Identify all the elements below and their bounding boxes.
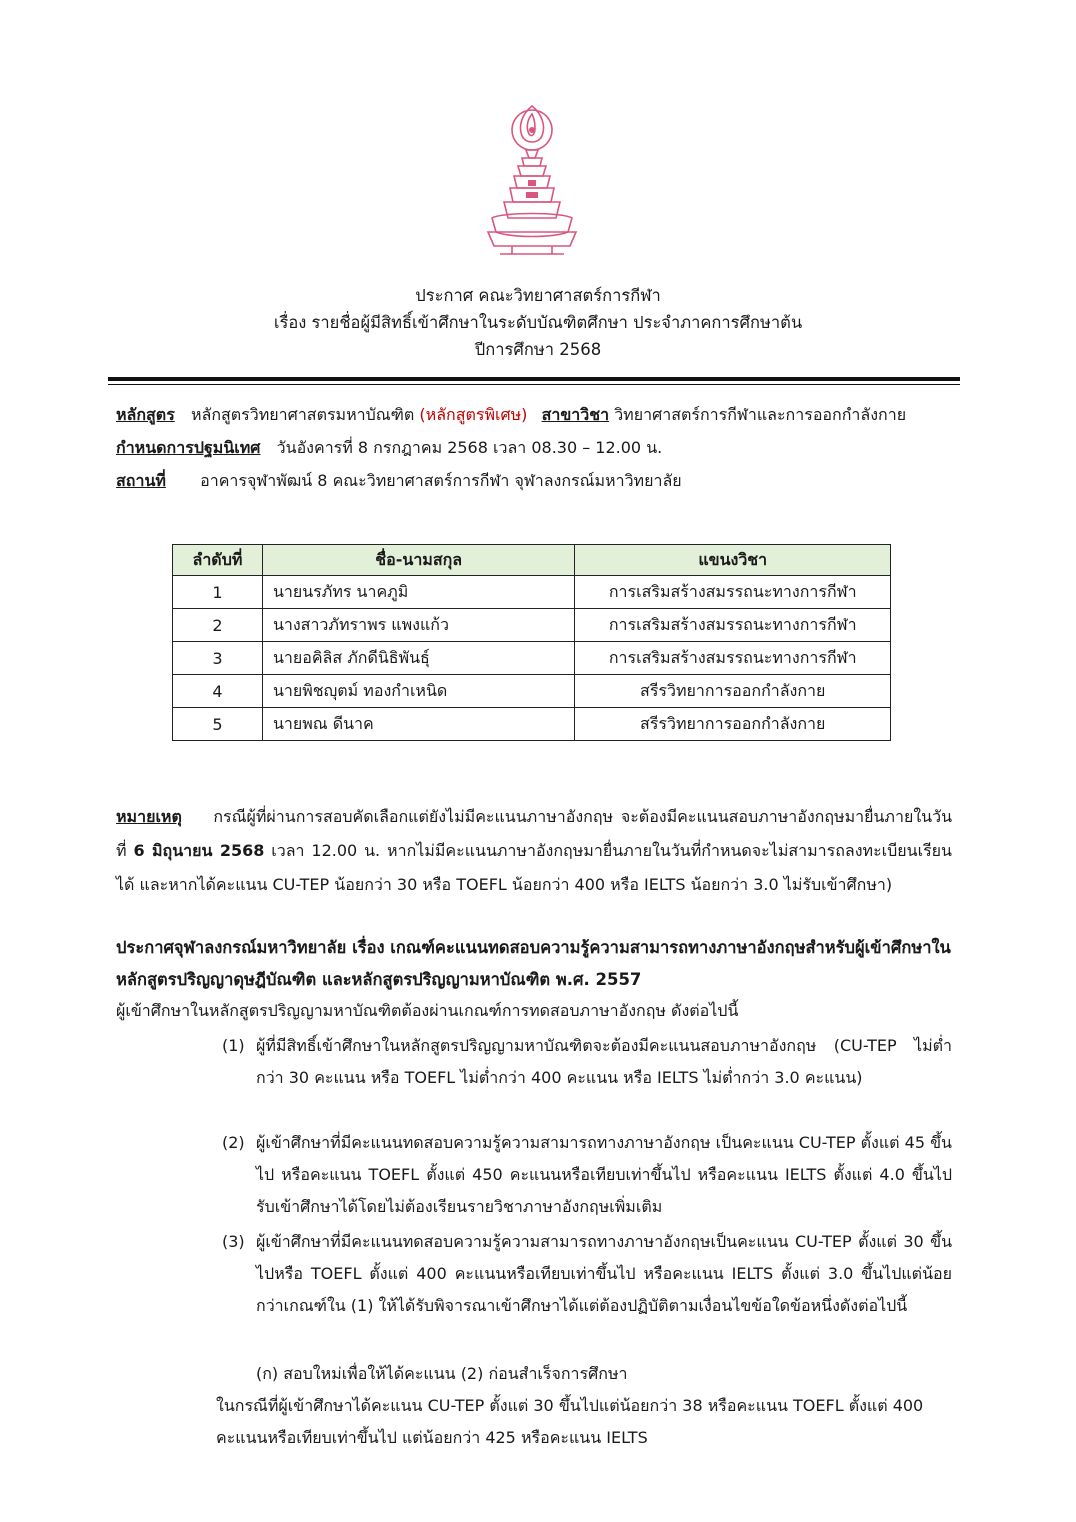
remark-deadline-date: 6 มิถุนายน 2568: [133, 841, 265, 860]
header-line-3: ปีการศึกษา 2568: [474, 340, 602, 359]
remark-label: หมายเหตุ: [116, 807, 182, 826]
table-row: [173, 708, 891, 741]
announcement-title: ประกาศจุฬาลงกรณ์มหาวิทยาลัย เรื่อง เกณฑ์คะแนนทดสอบความรู้ความสามารถทางภาษาอังกฤษสำหรับผู้เข้าศึกษาในหลักสูตรปริญญาดุษฎีบัณฑิต และหลักสูตรปริญญามหาบัณฑิต พ.ศ. 2557: [116, 938, 951, 989]
program-label: หลักสูตร: [116, 405, 175, 424]
table-cell-name: นายพิชญุตม์ ทองกำเหนิด: [262, 675, 575, 708]
header-line-1: ประกาศ คณะวิทยาศาสตร์การกีฬา: [415, 286, 661, 305]
criteria-item-number: (2): [222, 1133, 245, 1152]
table-header-row: [173, 545, 891, 576]
header-line-2: เรื่อง รายชื่อผู้มีสิทธิ์เข้าศึกษาในระดับบัณฑิตศึกษา ประจำภาคการศึกษาต้น: [273, 313, 803, 332]
chulalongkorn-crest-icon: [482, 100, 582, 260]
table-row: [173, 675, 891, 708]
program-value: หลักสูตรวิทยาศาสตรมหาบัณฑิต: [190, 405, 415, 424]
criteria-item-2: [222, 1127, 952, 1223]
table-cell-major: การเสริมสร้างสมรรถนะทางการกีฬา: [575, 576, 891, 609]
criteria-item-3: [222, 1226, 952, 1322]
header-divider-thick: [108, 377, 960, 381]
criteria-item-text: ผู้เข้าศึกษาที่มีคะแนนทดสอบความรู้ความสามารถทางภาษาอังกฤษเป็นคะแนน CU-TEP ตั้งแต่ 30 ขึ้นไปหรือ TOEFL ตั้งแต่ 400 คะแนนหรือเทียบเท่าขึ้นไป หรือคะแนน IELTS ตั้งแต่ 3.0 ขึ้นไปแต่น้อยกว่าเกณฑ์ใน (1) ให้ได้รับพิจารณาเข้าศึกษาได้แต่ต้องปฏิบัติตามเงื่อนไขข้อใดข้อหนึ่งดังต่อไปนี้: [256, 1232, 952, 1315]
table-row: [173, 609, 891, 642]
table-cell-order: 2: [173, 609, 263, 642]
program-line: [116, 398, 976, 431]
table-header-name: ชื่อ-นามสกุล: [262, 545, 575, 576]
table-header-order: ลำดับที่: [173, 545, 263, 576]
criteria-intro: ผู้เข้าศึกษาในหลักสูตรปริญญามหาบัณฑิตต้องผ่านเกณฑ์การทดสอบภาษาอังกฤษ ดังต่อไปนี้: [116, 1001, 739, 1020]
table-cell-name: นายนรภัทร นาคภูมิ: [262, 576, 575, 609]
place-label: สถานที่: [116, 471, 166, 490]
orientation-label: กำหนดการปฐมนิเทศ: [116, 438, 261, 457]
table-row: [173, 576, 891, 609]
admitted-students-table: [172, 544, 891, 741]
program-special-tag: (หลักสูตรพิเศษ): [419, 405, 528, 424]
place-value: อาคารจุฬาพัฒน์ 8 คณะวิทยาศาสตร์การกีฬา จุฬาลงกรณ์มหาวิทยาลัย: [200, 471, 682, 490]
criteria-last-paragraph: ในกรณีที่ผู้เข้าศึกษาได้คะแนน CU-TEP ตั้งแต่ 30 ขึ้นไปแต่น้อยกว่า 38 หรือคะแนน TOEFL ตั้งแต่ 400 คะแนนหรือเทียบเท่าขึ้นไป แต่น้อยกว่า 425 หรือคะแนน IELTS: [216, 1396, 924, 1447]
criteria-item-text: ผู้เข้าศึกษาที่มีคะแนนทดสอบความรู้ความสามารถทางภาษาอังกฤษ เป็นคะแนน CU-TEP ตั้งแต่ 45 ขึ้นไป หรือคะแนน TOEFL ตั้งแต่ 450 คะแนนหรือเทียบเท่าขึ้นไป หรือคะแนน IELTS ตั้งแต่ 4.0 ขึ้นไป รับเข้าศึกษาได้โดยไม่ต้องเรียนรายวิชาภาษาอังกฤษเพิ่มเติม: [256, 1133, 952, 1216]
criteria-item-number: (3): [222, 1232, 245, 1251]
criteria-item-1: [222, 1030, 952, 1094]
orientation-line: [116, 431, 976, 464]
announcement-header: [0, 282, 1076, 363]
table-cell-order: 5: [173, 708, 263, 741]
field-label: สาขาวิชา: [541, 405, 610, 424]
orientation-value: วันอังคารที่ 8 กรกฎาคม 2568 เวลา 08.30 – 12.00 น.: [276, 438, 663, 457]
remark-paragraph: [116, 800, 952, 902]
criteria-sub-item-a: (ก) สอบใหม่เพื่อให้ได้คะแนน (2) ก่อนสำเร็จการศึกษา: [256, 1364, 628, 1383]
table-cell-major: การเสริมสร้างสมรรถนะทางการกีฬา: [575, 642, 891, 675]
header-divider-thin: [108, 384, 960, 385]
table-cell-order: 4: [173, 675, 263, 708]
table-cell-order: 3: [173, 642, 263, 675]
remark-text-1: กรณีผู้ที่ผ่านการสอบคัดเลือกแต่ยังไม่มีคะแนนภาษาอังกฤษ จะต้องมีคะแนนสอบภาษาอังกฤษมายื่นภายในวันที่: [116, 807, 952, 860]
table-cell-major: สรีรวิทยาการออกกำลังกาย: [575, 708, 891, 741]
field-value: วิทยาศาสตร์การกีฬาและการออกกำลังกาย: [614, 405, 907, 424]
place-line: [116, 464, 976, 497]
table-cell-major: สรีรวิทยาการออกกำลังกาย: [575, 675, 891, 708]
table-cell-name: นางสาวภัทราพร แพงแก้ว: [262, 609, 575, 642]
criteria-item-number: (1): [222, 1036, 245, 1055]
criteria-item-text: ผู้ที่มีสิทธิ์เข้าศึกษาในหลักสูตรปริญญามหาบัณฑิตจะต้องมีคะแนนสอบภาษาอังกฤษ (CU-TEP ไม่ต่ำกว่า 30 คะแนน หรือ TOEFL ไม่ต่ำกว่า 400 คะแนน หรือ IELTS ไม่ต่ำกว่า 3.0 คะแนน): [256, 1036, 952, 1087]
table-cell-order: 1: [173, 576, 263, 609]
table-cell-major: การเสริมสร้างสมรรถนะทางการกีฬา: [575, 609, 891, 642]
table-row: [173, 642, 891, 675]
program-info: [116, 398, 976, 497]
table-cell-name: นายอคิลิส ภักดีนิธิพันธุ์: [262, 642, 575, 675]
table-header-major: แขนงวิชา: [575, 545, 891, 576]
remark-text-2: เวลา 12.00 น. หากไม่มีคะแนนภาษาอังกฤษมายื่นภายในวันที่กำหนดจะไม่สามารถลงทะเบียนเรียนได้ และหากได้คะแนน CU-TEP น้อยกว่า 30 หรือ TOEFL น้อยกว่า 400 หรือ IELTS น้อยกว่า 3.0 ไม่รับเข้าศึกษา): [116, 841, 952, 894]
table-cell-name: นายพณ ดีนาค: [262, 708, 575, 741]
